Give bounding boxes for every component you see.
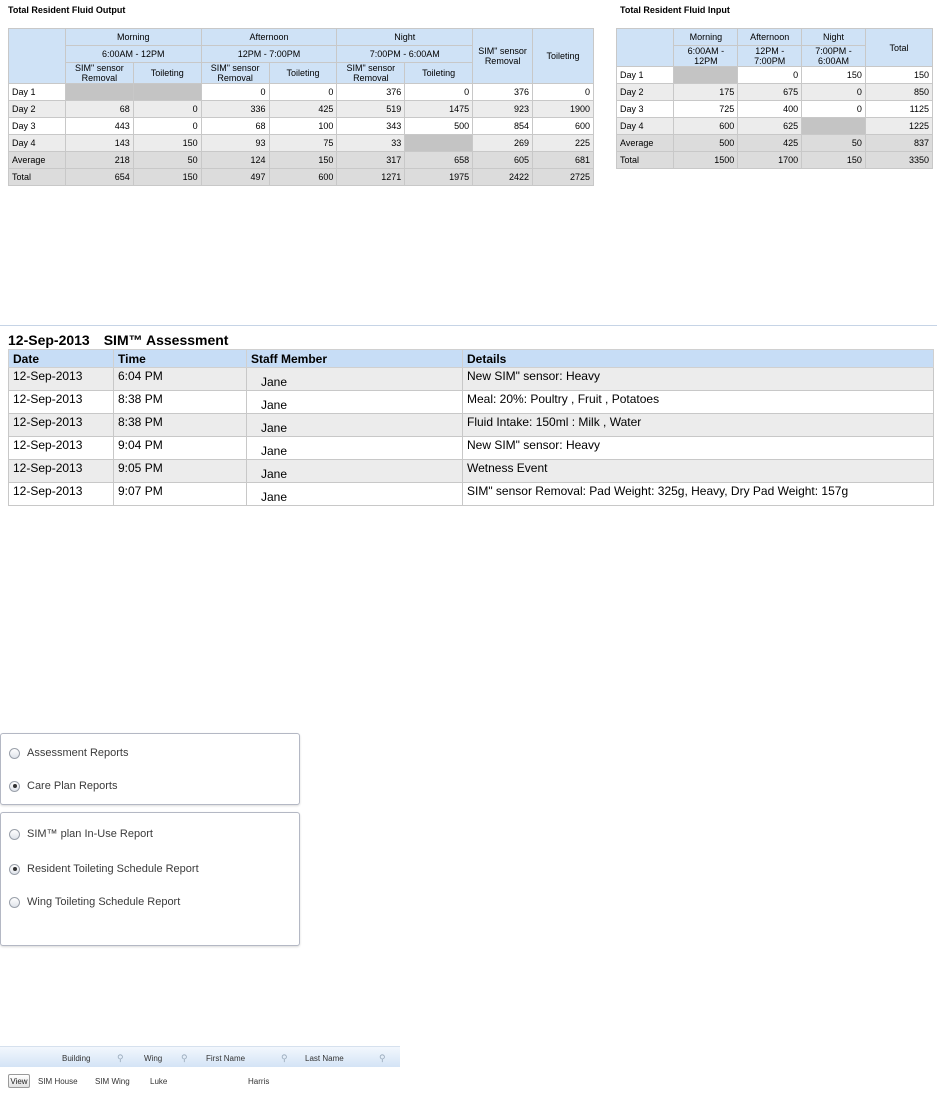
- total-removal-header: SIM" sensor Removal: [473, 29, 533, 84]
- value-cell: 336: [201, 101, 269, 118]
- table-row: [9, 368, 934, 391]
- assessment-title: SIM™ Assessment: [103, 332, 229, 348]
- period-time: 7:00PM - 6:00AM: [337, 46, 473, 63]
- period-name: Night: [337, 29, 473, 46]
- value-cell: 150: [802, 152, 866, 169]
- value-cell: 93: [201, 135, 269, 152]
- value-cell: 150: [865, 67, 932, 84]
- value-cell: 1125: [865, 101, 932, 118]
- toileting-subheader: Toileting: [133, 63, 201, 84]
- table-row: [9, 414, 934, 437]
- table-row: [617, 101, 933, 118]
- value-cell: 143: [65, 135, 133, 152]
- empty-cell: [133, 84, 201, 101]
- details-cell: Meal: 20%: Poultry , Fruit , Potatoes: [463, 391, 934, 414]
- value-cell: 675: [738, 84, 802, 101]
- value-cell: 75: [269, 135, 337, 152]
- value-cell: 1225: [865, 118, 932, 135]
- wing-toileting-report-option[interactable]: [9, 896, 180, 908]
- row-label: Average: [9, 152, 66, 169]
- value-cell: 1475: [405, 101, 473, 118]
- assessment-reports-option[interactable]: [9, 747, 128, 759]
- value-cell: 1500: [674, 152, 738, 169]
- value-cell: 2725: [533, 169, 594, 186]
- column-header-building[interactable]: Building: [62, 1054, 91, 1063]
- sim-plan-report-option[interactable]: [9, 828, 153, 840]
- time-cell: 9:07 PM: [114, 483, 247, 506]
- filter-icon[interactable]: ⚲: [181, 1053, 188, 1063]
- value-cell: 497: [201, 169, 269, 186]
- filter-icon[interactable]: ⚲: [281, 1053, 288, 1063]
- time-cell: 8:38 PM: [114, 414, 247, 437]
- details-cell: Fluid Intake: 150ml : Milk , Water: [463, 414, 934, 437]
- value-cell: 923: [473, 101, 533, 118]
- value-cell: 3350: [865, 152, 932, 169]
- staff-cell: Jane: [247, 437, 463, 460]
- time-cell: 9:04 PM: [114, 437, 247, 460]
- details-cell: Wetness Event: [463, 460, 934, 483]
- wing-cell: SIM Wing: [95, 1077, 130, 1086]
- value-cell: 681: [533, 152, 594, 169]
- row-label: Average: [617, 135, 674, 152]
- period-time: 12PM - 7:00PM: [738, 46, 802, 67]
- table-row: [617, 135, 933, 152]
- report-type-panel: [0, 733, 300, 805]
- column-header-wing[interactable]: Wing: [144, 1054, 163, 1063]
- fluid-output-table: [8, 28, 594, 186]
- value-cell: 50: [133, 152, 201, 169]
- column-header-first-name[interactable]: First Name: [206, 1054, 246, 1063]
- table-row: [9, 460, 934, 483]
- option-label: Resident Toileting Schedule Report: [27, 863, 199, 875]
- fluid-input-table: [616, 28, 933, 169]
- value-cell: 343: [337, 118, 405, 135]
- value-cell: 0: [405, 84, 473, 101]
- value-cell: 68: [65, 101, 133, 118]
- staff-cell: Jane: [247, 460, 463, 483]
- period-name: Morning: [674, 29, 738, 46]
- details-cell: SIM" sensor Removal: Pad Weight: 325g, Heavy, Dry Pad Weight: 157g: [463, 483, 934, 506]
- staff-cell: Jane: [247, 483, 463, 506]
- row-label: Day 3: [9, 118, 66, 135]
- value-cell: 1700: [738, 152, 802, 169]
- staff-cell: Jane: [247, 368, 463, 391]
- value-cell: 124: [201, 152, 269, 169]
- option-label: Care Plan Reports: [27, 780, 118, 792]
- value-cell: 0: [133, 101, 201, 118]
- value-cell: 2422: [473, 169, 533, 186]
- period-time: 12PM - 7:00PM: [201, 46, 337, 63]
- radio-button[interactable]: [9, 897, 20, 908]
- value-cell: 500: [674, 135, 738, 152]
- value-cell: 376: [473, 84, 533, 101]
- removal-subheader: SIM" sensor Removal: [201, 63, 269, 84]
- value-cell: 150: [802, 67, 866, 84]
- value-cell: 0: [533, 84, 594, 101]
- value-cell: 837: [865, 135, 932, 152]
- details-cell: New SIM" sensor: Heavy: [463, 368, 934, 391]
- removal-subheader: SIM" sensor Removal: [65, 63, 133, 84]
- assessment-header: [8, 332, 242, 348]
- table-row: [9, 118, 594, 135]
- value-cell: 68: [201, 118, 269, 135]
- table-row: [617, 152, 933, 169]
- value-cell: 1271: [337, 169, 405, 186]
- period-time: 6:00AM - 12PM: [674, 46, 738, 67]
- value-cell: 500: [405, 118, 473, 135]
- period-time: 6:00AM - 12PM: [65, 46, 201, 63]
- value-cell: 600: [269, 169, 337, 186]
- resident-grid-header: [0, 1046, 400, 1067]
- corner-cell: [9, 29, 66, 84]
- value-cell: 0: [802, 101, 866, 118]
- option-label: Assessment Reports: [27, 747, 129, 759]
- first-name-cell: Luke: [150, 1077, 168, 1086]
- staff-cell: Jane: [247, 391, 463, 414]
- value-cell: 218: [65, 152, 133, 169]
- value-cell: 269: [473, 135, 533, 152]
- value-cell: 376: [337, 84, 405, 101]
- value-cell: 519: [337, 101, 405, 118]
- table-row: [9, 152, 594, 169]
- period-name: Night: [802, 29, 866, 46]
- date-cell: 12-Sep-2013: [9, 391, 114, 414]
- last-name-cell: Harris: [248, 1077, 270, 1086]
- row-label: Total: [9, 169, 66, 186]
- care-plan-reports-option[interactable]: [9, 780, 118, 792]
- period-name: Afternoon: [738, 29, 802, 46]
- value-cell: 425: [738, 135, 802, 152]
- corner-cell: [617, 29, 674, 67]
- radio-button-selected[interactable]: [9, 781, 20, 792]
- empty-cell: [405, 135, 473, 152]
- value-cell: 150: [133, 135, 201, 152]
- value-cell: 50: [802, 135, 866, 152]
- period-name: Morning: [65, 29, 201, 46]
- radio-button-selected[interactable]: [9, 864, 20, 875]
- staff-cell: Jane: [247, 414, 463, 437]
- value-cell: 0: [802, 84, 866, 101]
- value-cell: 400: [738, 101, 802, 118]
- value-cell: 600: [674, 118, 738, 135]
- row-label: Day 4: [9, 135, 66, 152]
- row-label: Total: [617, 152, 674, 169]
- view-button[interactable]: View: [8, 1074, 30, 1088]
- value-cell: 150: [269, 152, 337, 169]
- period-name: Afternoon: [201, 29, 337, 46]
- column-header-time: Time: [114, 350, 247, 368]
- value-cell: 600: [533, 118, 594, 135]
- empty-cell: [802, 118, 866, 135]
- value-cell: 100: [269, 118, 337, 135]
- radio-button[interactable]: [9, 748, 20, 759]
- table-row: [617, 118, 933, 135]
- period-time: 7:00PM - 6:00AM: [802, 46, 866, 67]
- table-row: [617, 84, 933, 101]
- time-cell: 6:04 PM: [114, 368, 247, 391]
- resident-grid-row[interactable]: [0, 1070, 400, 1090]
- row-label: Day 4: [617, 118, 674, 135]
- value-cell: 605: [473, 152, 533, 169]
- toileting-subheader: Toileting: [405, 63, 473, 84]
- time-cell: 8:38 PM: [114, 391, 247, 414]
- total-toileting-header: Toileting: [533, 29, 594, 84]
- value-cell: 654: [65, 169, 133, 186]
- assessment-date: 12-Sep-2013: [8, 332, 90, 348]
- value-cell: 854: [473, 118, 533, 135]
- value-cell: 625: [738, 118, 802, 135]
- option-label: SIM™ plan In-Use Report: [27, 828, 153, 840]
- row-label: Day 1: [617, 67, 674, 84]
- value-cell: 443: [65, 118, 133, 135]
- section-divider: [0, 325, 937, 326]
- table-row: [9, 84, 594, 101]
- value-cell: 1975: [405, 169, 473, 186]
- row-label: Day 2: [9, 101, 66, 118]
- empty-cell: [65, 84, 133, 101]
- column-header-staff: Staff Member: [247, 350, 463, 368]
- assessment-table: [8, 349, 934, 506]
- filter-icon[interactable]: ⚲: [379, 1053, 386, 1063]
- value-cell: 150: [133, 169, 201, 186]
- table-row: [9, 483, 934, 506]
- table-row: [9, 391, 934, 414]
- value-cell: 0: [269, 84, 337, 101]
- filter-icon[interactable]: ⚲: [117, 1053, 124, 1063]
- value-cell: 425: [269, 101, 337, 118]
- value-cell: 175: [674, 84, 738, 101]
- column-header-details: Details: [463, 350, 934, 368]
- value-cell: 225: [533, 135, 594, 152]
- toileting-subheader: Toileting: [269, 63, 337, 84]
- details-cell: New SIM" sensor: Heavy: [463, 437, 934, 460]
- value-cell: 850: [865, 84, 932, 101]
- value-cell: 33: [337, 135, 405, 152]
- value-cell: 0: [201, 84, 269, 101]
- removal-subheader: SIM" sensor Removal: [337, 63, 405, 84]
- date-cell: 12-Sep-2013: [9, 368, 114, 391]
- value-cell: 1900: [533, 101, 594, 118]
- date-cell: 12-Sep-2013: [9, 414, 114, 437]
- column-header-last-name[interactable]: Last Name: [305, 1054, 344, 1063]
- care-plan-panel: [0, 812, 300, 946]
- row-label: Day 2: [617, 84, 674, 101]
- output-title: Total Resident Fluid Output: [8, 5, 126, 15]
- date-cell: 12-Sep-2013: [9, 483, 114, 506]
- value-cell: 725: [674, 101, 738, 118]
- resident-toileting-report-option[interactable]: [9, 863, 199, 875]
- option-label: Wing Toileting Schedule Report: [27, 896, 181, 908]
- total-header: Total: [865, 29, 932, 67]
- date-cell: 12-Sep-2013: [9, 460, 114, 483]
- empty-cell: [674, 67, 738, 84]
- table-row: [9, 101, 594, 118]
- value-cell: 0: [738, 67, 802, 84]
- table-row: [9, 169, 594, 186]
- table-row: [617, 67, 933, 84]
- value-cell: 317: [337, 152, 405, 169]
- table-row: [9, 437, 934, 460]
- value-cell: 0: [133, 118, 201, 135]
- date-cell: 12-Sep-2013: [9, 437, 114, 460]
- value-cell: 658: [405, 152, 473, 169]
- building-cell: SIM House: [38, 1077, 78, 1086]
- radio-button[interactable]: [9, 829, 20, 840]
- row-label: Day 1: [9, 84, 66, 101]
- time-cell: 9:05 PM: [114, 460, 247, 483]
- column-header-date: Date: [9, 350, 114, 368]
- row-label: Day 3: [617, 101, 674, 118]
- table-row: [9, 135, 594, 152]
- input-title: Total Resident Fluid Input: [620, 5, 730, 15]
